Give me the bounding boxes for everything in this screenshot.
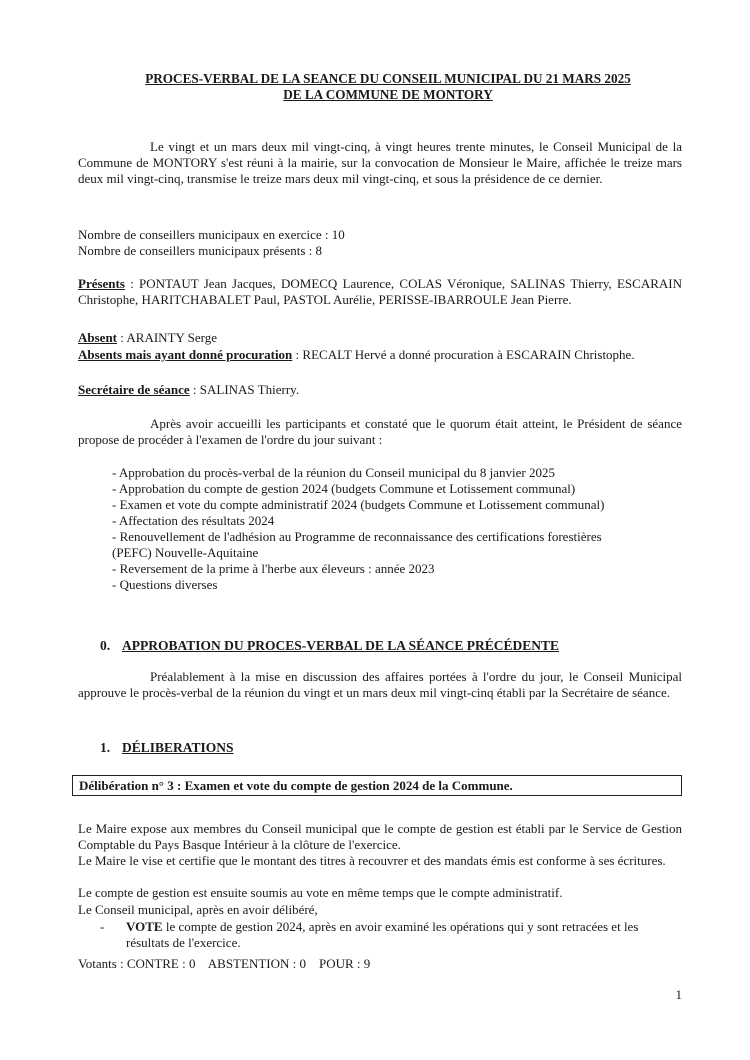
absent-label: Absent xyxy=(78,330,118,345)
procuration-label: Absents mais ayant donné procuration xyxy=(78,347,293,362)
deliberation-p4: Le Conseil municipal, après en avoir délibéré, xyxy=(78,902,318,917)
secretaire-value: : SALINAS Thierry. xyxy=(189,382,300,397)
section-0-title: APPROBATION DU PROCES-VERBAL DE LA SÉANCE PRÉCÉDENTE xyxy=(122,638,560,653)
presents-value: : PONTAUT Jean Jacques, DOMECQ Laurence, COLAS Véronique, SALINAS Thierry, ESCARAIN Christophe, HARITCHABALET Paul, PASTOL Aurélie, PERISSE-IBARROULE Jean Pierre. xyxy=(78,276,682,307)
secretaire-paragraph xyxy=(78,382,682,398)
list-item: - Approbation du procès-verbal de la réunion du Conseil municipal du 8 janvier 2025 xyxy=(112,465,555,480)
deliberation-p1: Le Maire expose aux membres du Conseil municipal que le compte de gestion est établi par le Service de Gestion Comptable du Pays Basque Intérieur à la clôture de l'exercice. xyxy=(78,821,682,852)
intro-paragraph: Le vingt et un mars deux mil vingt-cinq, à vingt heures trente minutes, le Conseil Municipal de la Commune de MONTORY s'est réuni à la mairie, sur la convocation de Monsieur le Maire, affichée le treize mars deux mil vingt-cinq, transmise le treize mars deux mil vingt-cinq, et sous la présidence de ce dernier. xyxy=(78,139,682,186)
section-0-text: Préalablement à la mise en discussion des affaires portées à l'ordre du jour, le Conseil Municipal approuve le procès-verbal de la réunion du vingt et un mars deux mil vingt-cinq établi par la Secrétaire de séance. xyxy=(78,669,682,700)
page-number: 1 xyxy=(675,987,682,1002)
list-item: (PEFC) Nouvelle-Aquitaine xyxy=(112,545,259,560)
section-1-heading xyxy=(100,740,234,756)
deliberation-decision-item xyxy=(100,919,690,953)
presents-paragraph xyxy=(78,276,682,308)
deliberation-p3: Le compte de gestion est ensuite soumis au vote en même temps que le compte administratif. xyxy=(78,885,563,900)
procuration-value: : RECALT Hervé a donné procuration à ESCARAIN Christophe. xyxy=(292,347,635,362)
agenda-intro: Après avoir accueilli les participants et constaté que le quorum était atteint, le Président de séance propose de procéder à l'examen de l'ordre du jour suivant : xyxy=(78,416,682,447)
list-item: - Questions diverses xyxy=(112,577,218,592)
section-0-heading xyxy=(100,638,559,654)
decision-dash: - xyxy=(100,919,105,934)
list-item: - Renouvellement de l'adhésion au Programme de reconnaissance des certifications forestières xyxy=(112,529,602,544)
deliberation-p2: Le Maire le vise et certifie que le montant des titres à recouvrer et des mandats émis est conforme à ses écritures. xyxy=(78,853,666,868)
document-title-line1: PROCES-VERBAL DE LA SEANCE DU CONSEIL MUNICIPAL DU 21 MARS 2025 xyxy=(145,71,631,86)
section-0-number: 0. xyxy=(100,638,111,653)
decision-vote-label: VOTE xyxy=(126,919,163,934)
agenda-list xyxy=(112,465,692,593)
list-item: - Examen et vote du compte administratif 2024 (budgets Commune et Lotissement communal) xyxy=(112,497,605,512)
document-title-line2: DE LA COMMUNE DE MONTORY xyxy=(283,87,493,102)
section-1-title: DÉLIBERATIONS xyxy=(122,740,234,755)
list-item: - Affectation des résultats 2024 xyxy=(112,513,275,528)
absent-paragraph xyxy=(78,330,682,346)
decision-vote-text: le compte de gestion 2024, après en avoir examiné les opérations qui y sont retracées et les résultats de l'exercice. xyxy=(126,919,639,950)
deliberation-heading: Délibération n° 3 : Examen et vote du compte de gestion 2024 de la Commune. xyxy=(79,778,513,793)
section-1-number: 1. xyxy=(100,740,111,755)
decision-text xyxy=(126,919,684,951)
list-item: - Reversement de la prime à l'herbe aux éleveurs : année 2023 xyxy=(112,561,435,576)
presents-label: Présents xyxy=(78,276,125,291)
count-exercice: Nombre de conseillers municipaux en exercice : 10 xyxy=(78,227,345,242)
count-presents: Nombre de conseillers municipaux présents : 8 xyxy=(78,243,323,258)
absent-value: : ARAINTY Serge xyxy=(117,330,218,345)
secretaire-label: Secrétaire de séance xyxy=(78,382,190,397)
deliberation-heading-box xyxy=(72,775,682,796)
vote-results: Votants : CONTRE : 0 ABSTENTION : 0 POUR : 9 xyxy=(78,956,371,971)
procuration-paragraph xyxy=(78,347,682,363)
list-item: - Approbation du compte de gestion 2024 (budgets Commune et Lotissement communal) xyxy=(112,481,576,496)
